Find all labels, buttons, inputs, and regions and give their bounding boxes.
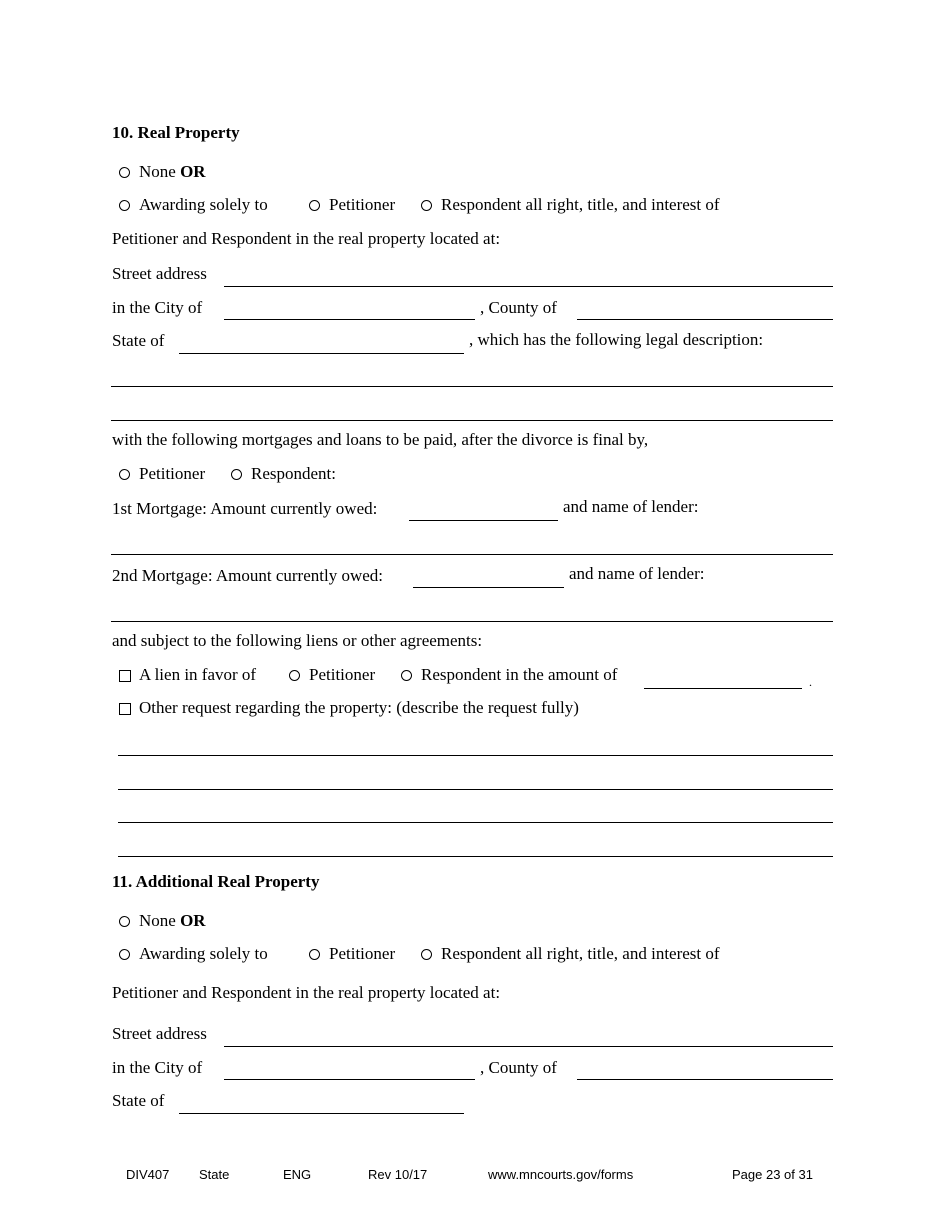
county-field[interactable] [577,319,833,320]
city-field[interactable] [224,319,475,320]
none-label: None [139,911,176,930]
none-radio-11[interactable] [119,916,130,927]
section-10-title: 10. Real Property [112,123,240,142]
street-label: Street address [112,264,207,283]
footer-jurisdiction: State [199,1167,230,1182]
petitioner-radio-10[interactable] [309,200,320,211]
footer-url[interactable]: www.mncourts.gov/forms [488,1167,634,1182]
respondent-all-label: Respondent all right, title, and interest of [441,195,720,214]
state-field[interactable] [179,353,464,354]
respondent-radio-11[interactable] [421,949,432,960]
located-text: Petitioner and Respondent in the real property located at: [112,229,501,248]
legal-description-line-2[interactable] [111,420,833,421]
liens-text: and subject to the following liens or other agreements: [112,631,483,650]
footer-revision: Rev 10/17 [368,1167,428,1182]
city-label: in the City of [112,298,203,317]
paid-petitioner-label: Petitioner [139,464,206,483]
awarding-radio-11[interactable] [119,949,130,960]
state-field-11[interactable] [179,1113,464,1114]
county-field-11[interactable] [577,1079,833,1080]
paid-petitioner-radio[interactable] [119,469,130,480]
none-label: None [139,162,176,181]
mortgage2-lender-field[interactable] [111,621,833,622]
lien-petitioner-label: Petitioner [309,665,376,684]
other-request-line-4[interactable] [118,856,833,857]
mortgage2-amount-field[interactable] [413,587,564,588]
respondent-all-label: Respondent all right, title, and interest of [441,944,720,963]
mortgage1-lender-label: and name of lender: [563,497,699,516]
awarding-label: Awarding solely to [139,195,268,214]
other-request-line-2[interactable] [118,789,833,790]
paid-respondent-label: Respondent: [251,464,336,483]
street-address-field-11[interactable] [224,1046,833,1047]
street-label: Street address [112,1024,207,1043]
county-label: , County of [480,298,557,317]
footer-language: ENG [283,1167,312,1182]
petitioner-radio-11[interactable] [309,949,320,960]
petitioner-label: Petitioner [329,195,396,214]
located-text: Petitioner and Respondent in the real property located at: [112,983,501,1002]
lien-petitioner-radio[interactable] [289,670,300,681]
legal-description-text: , which has the following legal description: [469,330,764,349]
lien-label: A lien in favor of [139,665,257,684]
lien-respondent-radio[interactable] [401,670,412,681]
mortgage2-lender-label: and name of lender: [569,564,705,583]
state-label: State of [112,1091,165,1110]
other-request-line-3[interactable] [118,822,833,823]
other-request-line-1[interactable] [118,755,833,756]
county-label: , County of [480,1058,557,1077]
or-label: OR [180,911,206,930]
petitioner-label: Petitioner [329,944,396,963]
other-request-checkbox[interactable] [119,703,131,715]
mortgage1-label: 1st Mortgage: Amount currently owed: [112,499,378,518]
city-field-11[interactable] [224,1079,475,1080]
paid-respondent-radio[interactable] [231,469,242,480]
or-label: OR [180,162,206,181]
none-option-11 [139,911,206,931]
mortgages-text: with the following mortgages and loans to be paid, after the divorce is final by, [112,430,649,449]
state-label: State of [112,331,165,350]
footer-form-id: DIV407 [126,1167,170,1182]
mortgage1-amount-field[interactable] [409,520,558,521]
lien-checkbox[interactable] [119,670,131,682]
other-request-label: Other request regarding the property: (describe the request fully) [139,698,579,717]
awarding-label: Awarding solely to [139,944,268,963]
awarding-radio-10[interactable] [119,200,130,211]
none-option-10 [139,162,206,182]
city-label: in the City of [112,1058,203,1077]
mortgage1-lender-field[interactable] [111,554,833,555]
lien-respondent-label: Respondent in the amount of [421,665,618,684]
mortgage2-label: 2nd Mortgage: Amount currently owed: [112,566,384,585]
street-address-field[interactable] [224,286,833,287]
lien-amount-field[interactable] [644,688,802,689]
none-radio-10[interactable] [119,167,130,178]
section-11-title: 11. Additional Real Property [112,872,320,891]
respondent-radio-10[interactable] [421,200,432,211]
footer-page-number: Page 23 of 31 [732,1167,813,1182]
legal-description-line-1[interactable] [111,386,833,387]
lien-period: . [809,675,812,689]
